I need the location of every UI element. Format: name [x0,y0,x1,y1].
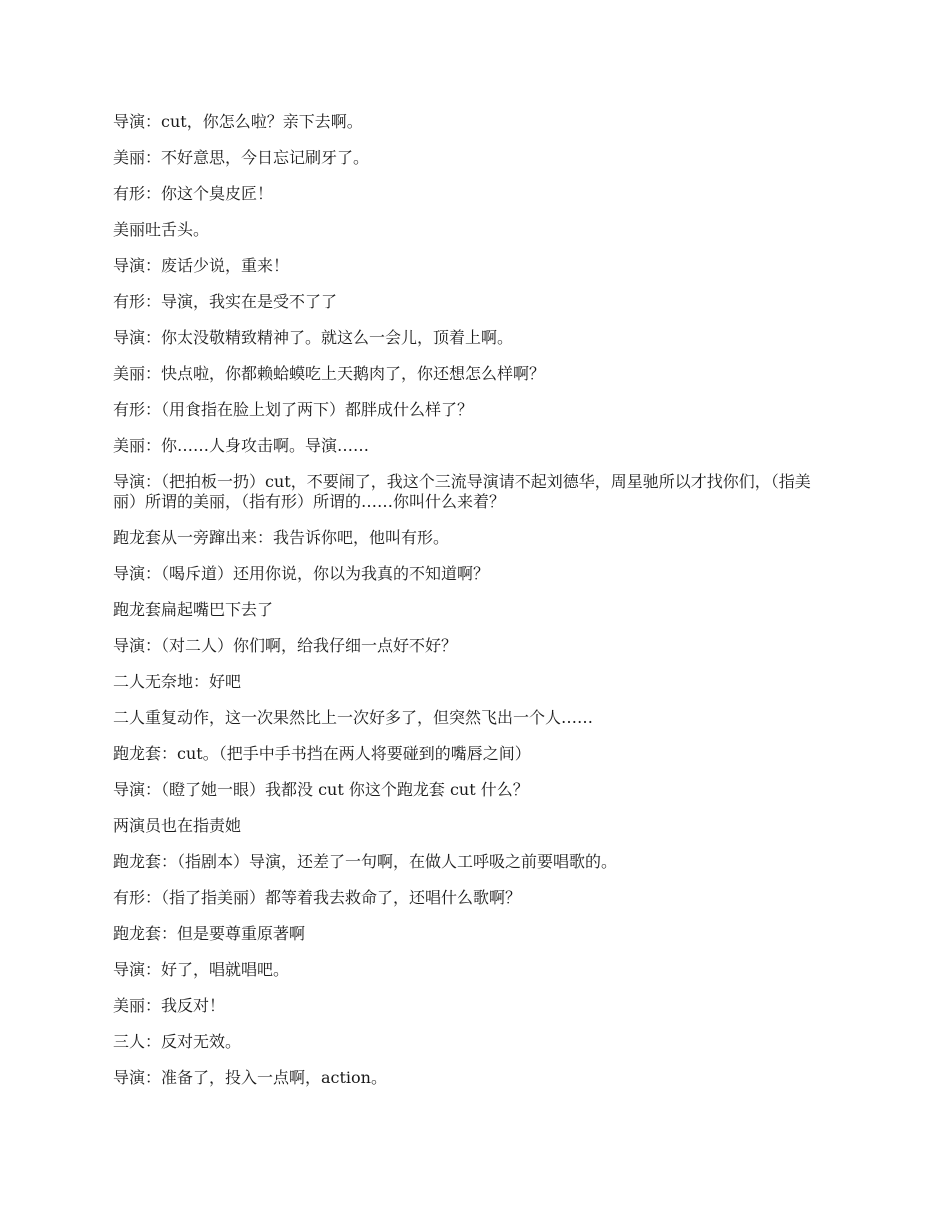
script-line: 有形：（用食指在脸上划了两下）都胖成什么样了？ [113,400,474,419]
script-line: 导演：cut，你怎么啦？亲下去啊。 [113,112,363,131]
script-line: 导演：（瞪了她一眼）我都没 cut 你这个跑龙套 cut 什么？ [113,780,529,799]
script-line: 导演：你太没敬精致精神了。就这么一会儿，顶着上啊。 [113,328,514,347]
script-line: 美丽：你……人身攻击啊。导演…… [113,436,370,455]
script-line: 二人无奈地：好吧 [113,672,242,691]
script-line: 导演：准备了，投入一点啊，action。 [113,1068,387,1087]
script-line: 导演：（把拍板一扔）cut，不要闹了，我这个三流导演请不起刘德华，周星驰所以才找你们，（指美丽）所谓的美丽，（指有形）所谓的……你叫什么来着？ [113,472,811,511]
script-line: 跑龙套扁起嘴巴下去了 [113,600,274,619]
script-line: 导演：好了，唱就唱吧。 [113,960,290,979]
script-body [113,112,833,1104]
script-line: 有形：导演，我实在是受不了了 [113,292,338,311]
script-line: 跑龙套：cut。（把手中手书挡在两人将要碰到的嘴唇之间） [113,744,531,763]
script-line: 有形：（指了指美丽）都等着我去救命了，还唱什么歌啊？ [113,888,522,907]
script-line: 两演员也在指责她 [113,816,242,835]
script-line: 美丽：我反对！ [113,996,226,1015]
script-line: 有形：你这个臭皮匠！ [113,184,274,203]
script-line: 导演：（喝斥道）还用你说，你以为我真的不知道啊？ [113,564,490,583]
script-line: 美丽：不好意思，今日忘记刷牙了。 [113,148,370,167]
script-line: 二人重复动作，这一次果然比上一次好多了，但突然飞出一个人…… [113,708,594,727]
script-line: 导演：（对二人）你们啊，给我仔细一点好不好？ [113,636,458,655]
script-line: 美丽：快点啦，你都赖蛤蟆吃上天鹅肉了，你还想怎么样啊？ [113,364,546,383]
script-line: 美丽吐舌头。 [113,220,210,239]
script-line: 跑龙套从一旁蹿出来：我告诉你吧，他叫有形。 [113,528,450,547]
script-line: 导演：废话少说，重来！ [113,256,290,275]
script-line: 三人：反对无效。 [113,1032,242,1051]
script-line: 跑龙套：（指剧本）导演，还差了一句啊，在做人工呼吸之前要唱歌的。 [113,852,618,871]
script-line: 跑龙套：但是要尊重原著啊 [113,924,306,943]
